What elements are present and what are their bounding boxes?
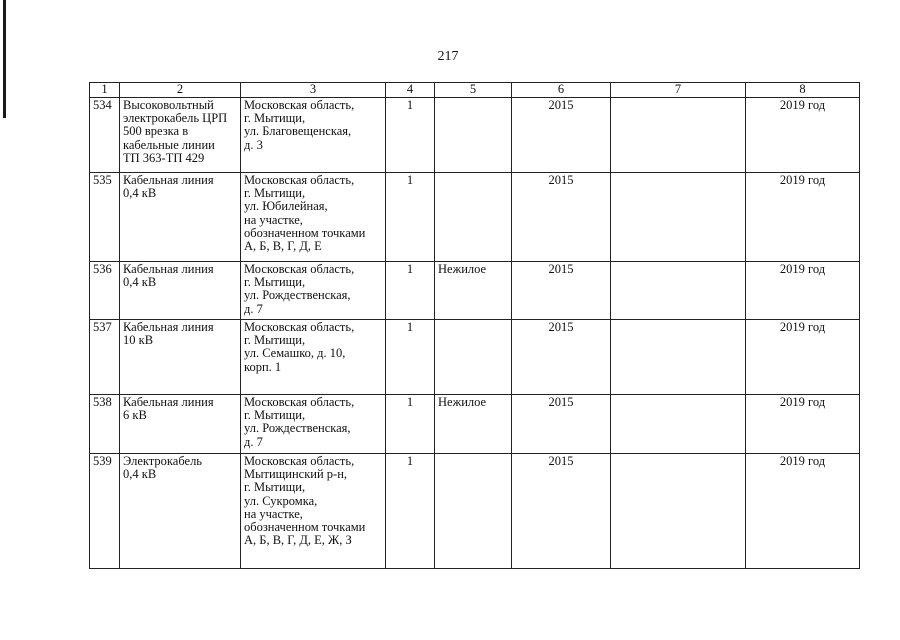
table-row — [90, 262, 860, 320]
object-name — [120, 262, 241, 320]
object-count: 1 — [386, 262, 435, 320]
object-address-line: ул. Семашко, д. 10, — [244, 346, 346, 361]
column-header: 6 — [512, 83, 611, 98]
column-7-value — [611, 395, 746, 454]
column-7-value — [611, 320, 746, 395]
object-address-line: г. Мытищи, — [244, 408, 306, 423]
column-7-value — [611, 454, 746, 569]
object-name-line: Кабельная линия — [123, 320, 214, 334]
registry-rows — [90, 98, 860, 569]
object-address-line: А, Б, В, Г, Д, Е, Ж, З — [244, 533, 352, 548]
transfer-date: 2019 год — [746, 173, 860, 262]
row-number: 539 — [90, 454, 120, 569]
transfer-date: 2019 год — [746, 454, 860, 569]
object-address-line: ул. Рождественская, — [244, 421, 351, 436]
object-address-line: Московская область, — [244, 395, 355, 409]
object-address-line: Московская область, — [244, 262, 355, 276]
column-header: 7 — [611, 83, 746, 98]
table-row — [90, 98, 860, 173]
object-address-line: д. 7 — [244, 301, 263, 316]
commission-year: 2015 — [512, 262, 611, 320]
object-name-line: Кабельная линия — [123, 262, 214, 276]
object-address-line: на участке, — [244, 212, 303, 227]
column-7-value — [611, 98, 746, 173]
row-number: 534 — [90, 98, 120, 173]
object-address-line: Мытищинский р-н, — [244, 467, 348, 482]
transfer-date: 2019 год — [746, 262, 860, 320]
object-address-line: обозначенном точками — [244, 225, 366, 240]
object-address — [241, 98, 386, 173]
object-name-line: 0,4 кВ — [123, 186, 157, 201]
object-address-line: А, Б, В, Г, Д, Е — [244, 239, 322, 254]
object-count: 1 — [386, 173, 435, 262]
object-name — [120, 320, 241, 395]
object-address-line: ул. Рождественская, — [244, 288, 351, 303]
object-address-line: ул. Благовещенская, — [244, 124, 352, 139]
object-name-line: 0,4 кВ — [123, 275, 157, 290]
row-number: 535 — [90, 173, 120, 262]
table-row — [90, 454, 860, 569]
object-address-line: Московская область, — [244, 98, 355, 112]
registry-table — [89, 82, 860, 569]
object-purpose — [435, 320, 512, 395]
page-number — [0, 49, 900, 65]
object-address-line: г. Мытищи, — [244, 333, 306, 348]
object-name — [120, 173, 241, 262]
object-purpose: Нежилое — [435, 262, 512, 320]
column-header: 5 — [435, 83, 512, 98]
row-number: 538 — [90, 395, 120, 454]
object-name-line: 6 кВ — [123, 408, 147, 423]
object-address-line: д. 7 — [244, 434, 263, 449]
object-count: 1 — [386, 395, 435, 454]
object-address-line: Московская область, — [244, 320, 355, 334]
object-address-line: г. Мытищи, — [244, 275, 306, 290]
object-address-line: г. Мытищи, — [244, 111, 306, 126]
object-name-line: Высоковольтный — [123, 98, 214, 112]
object-count: 1 — [386, 320, 435, 395]
row-number: 536 — [90, 262, 120, 320]
object-name-line: Электрокабель — [123, 454, 203, 468]
object-address — [241, 395, 386, 454]
object-address-line: ул. Юбилейная, — [244, 199, 328, 214]
table-row — [90, 173, 860, 262]
object-name-line: 0,4 кВ — [123, 467, 157, 482]
commission-year: 2015 — [512, 173, 611, 262]
transfer-date: 2019 год — [746, 395, 860, 454]
commission-year: 2015 — [512, 320, 611, 395]
object-name-line: ТП 363-ТП 429 — [123, 150, 205, 165]
object-name-line: Кабельная линия — [123, 173, 214, 187]
column-header: 4 — [386, 83, 435, 98]
object-address-line: ул. Сукромка, — [244, 493, 318, 508]
column-header: 2 — [120, 83, 241, 98]
object-name-line: 500 врезка в — [123, 124, 189, 139]
column-header: 8 — [746, 83, 860, 98]
object-purpose: Нежилое — [435, 395, 512, 454]
column-7-value — [611, 262, 746, 320]
row-number: 537 — [90, 320, 120, 395]
object-address-line: корп. 1 — [244, 359, 282, 374]
object-name-line: 10 кВ — [123, 333, 154, 348]
object-name-line: Кабельная линия — [123, 395, 214, 409]
object-name-line: электрокабель ЦРП — [123, 111, 228, 126]
transfer-date: 2019 год — [746, 98, 860, 173]
object-address — [241, 173, 386, 262]
object-address-line: Московская область, — [244, 173, 355, 187]
object-address — [241, 320, 386, 395]
object-address-line: г. Мытищи, — [244, 186, 306, 201]
page-number-text: 217 — [437, 49, 459, 64]
commission-year: 2015 — [512, 454, 611, 569]
column-header: 3 — [241, 83, 386, 98]
object-address-line: г. Мытищи, — [244, 480, 306, 495]
object-name-line: кабельные линии — [123, 137, 215, 152]
object-address-line: обозначенном точками — [244, 520, 366, 535]
object-count: 1 — [386, 98, 435, 173]
object-name — [120, 395, 241, 454]
object-name — [120, 454, 241, 569]
object-address-line: д. 3 — [244, 137, 263, 152]
object-purpose — [435, 173, 512, 262]
object-purpose — [435, 454, 512, 569]
table-row — [90, 320, 860, 395]
object-address-line: Московская область, — [244, 454, 355, 468]
object-address — [241, 454, 386, 569]
object-name — [120, 98, 241, 173]
commission-year: 2015 — [512, 395, 611, 454]
object-address-line: на участке, — [244, 506, 303, 521]
object-count: 1 — [386, 454, 435, 569]
column-number-row — [90, 83, 860, 98]
column-7-value — [611, 173, 746, 262]
transfer-date: 2019 год — [746, 320, 860, 395]
object-purpose — [435, 98, 512, 173]
object-address — [241, 262, 386, 320]
commission-year: 2015 — [512, 98, 611, 173]
table-row — [90, 395, 860, 454]
column-header: 1 — [90, 83, 120, 98]
